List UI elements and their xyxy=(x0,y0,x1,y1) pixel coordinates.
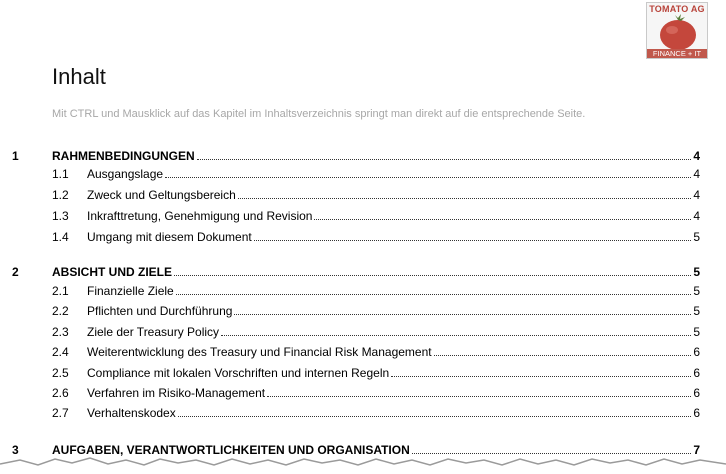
toc-page-number: 4 xyxy=(693,209,700,223)
logo-top-text: TOMATO AG xyxy=(649,4,705,14)
toc-entry-title: Umgang mit diesem Dokument xyxy=(87,230,252,244)
toc-page-number: 5 xyxy=(693,325,700,339)
toc-entry-line xyxy=(52,147,700,165)
toc-entry-number: 2.5 xyxy=(52,366,69,380)
toc-entry[interactable] xyxy=(0,147,726,165)
toc-entry[interactable] xyxy=(0,228,726,246)
toc-entry-number: 3 xyxy=(12,443,19,457)
toc-entry[interactable] xyxy=(0,207,726,225)
toc-page-number: 6 xyxy=(693,386,700,400)
toc-entry[interactable] xyxy=(0,165,726,183)
toc-entry-number: 1.2 xyxy=(52,188,69,202)
toc-entry-number: 2.6 xyxy=(52,386,69,400)
toc-entry[interactable] xyxy=(0,364,726,382)
toc-entry-title: Ziele der Treasury Policy xyxy=(87,325,220,339)
toc-entry-number: 2.1 xyxy=(52,284,69,298)
company-logo xyxy=(646,2,708,59)
toc-entry-title: Verfahren im Risiko-Management xyxy=(87,386,266,400)
toc-dot-leader xyxy=(267,395,691,397)
toc-dot-leader xyxy=(174,274,691,276)
toc-dot-leader xyxy=(434,354,692,356)
toc-dot-leader xyxy=(178,415,692,417)
toc-entry-title: ABSICHT UND ZIELE xyxy=(52,265,172,279)
toc-entry-number: 1.3 xyxy=(52,209,69,223)
toc-page-number: 5 xyxy=(693,265,700,279)
toc-entry[interactable] xyxy=(0,323,726,341)
toc-entry[interactable] xyxy=(0,404,726,422)
toc-entry-number: 1.1 xyxy=(52,167,69,181)
toc-entry-line xyxy=(87,323,700,341)
toc-entry-line xyxy=(87,302,700,320)
toc-entry-number: 2.7 xyxy=(52,406,69,420)
toc-dot-leader xyxy=(221,334,691,336)
toc-page-number: 5 xyxy=(693,284,700,298)
toc-page-number: 4 xyxy=(693,149,700,163)
toc-entry-line xyxy=(87,207,700,225)
toc-dot-leader xyxy=(176,293,692,295)
toc-entry-line xyxy=(52,263,700,281)
toc-entry-number: 2.2 xyxy=(52,304,69,318)
page-title: Inhalt xyxy=(52,64,106,89)
toc-entry[interactable] xyxy=(0,343,726,361)
toc-dot-leader xyxy=(197,158,692,160)
toc-entry-number: 1 xyxy=(12,149,19,163)
toc-entry-title: Verhaltenskodex xyxy=(87,406,176,420)
toc-entry-line xyxy=(87,384,700,402)
toc-page-number: 6 xyxy=(693,406,700,420)
toc-page-number: 5 xyxy=(693,230,700,244)
toc-entry-title: Weiterentwicklung des Treasury und Financial Risk Management xyxy=(87,345,432,359)
toc-page-number: 5 xyxy=(693,304,700,318)
tomato-icon xyxy=(658,13,698,51)
toc-page-number: 7 xyxy=(693,443,700,457)
toc-page-number: 6 xyxy=(693,345,700,359)
toc-entry-line xyxy=(87,165,700,183)
toc-entry-number: 2.4 xyxy=(52,345,69,359)
toc-entry-title: Pflichten und Durchführung xyxy=(87,304,233,318)
toc-entry-title: Compliance mit lokalen Vorschriften und internen Regeln xyxy=(87,366,390,380)
toc-entry[interactable] xyxy=(0,384,726,402)
toc-entry-title: AUFGABEN, VERANTWORTLICHKEITEN UND ORGANISATION xyxy=(52,443,410,457)
toc-page-number: 4 xyxy=(693,188,700,202)
toc-entry-number: 2.3 xyxy=(52,325,69,339)
toc-entry[interactable] xyxy=(0,302,726,320)
toc-entry[interactable] xyxy=(0,186,726,204)
toc-entry-title: Finanzielle Ziele xyxy=(87,284,174,298)
toc-entry-line xyxy=(87,343,700,361)
toc-entry-title: Zweck und Geltungsbereich xyxy=(87,188,236,202)
toc-entry-number: 2 xyxy=(12,265,19,279)
toc-entry-line xyxy=(87,186,700,204)
toc-entry-title: RAHMENBEDINGUNGEN xyxy=(52,149,195,163)
toc-entry[interactable] xyxy=(0,263,726,281)
toc-dot-leader xyxy=(314,218,691,220)
toc-entry-line xyxy=(87,228,700,246)
toc-dot-leader xyxy=(238,197,692,199)
toc-dot-leader xyxy=(234,313,691,315)
toc-dot-leader xyxy=(165,176,691,178)
logo-bottom-text: FINANCE + IT xyxy=(647,49,707,58)
toc-entry-title: Ausgangslage xyxy=(87,167,164,181)
toc-entry-number: 1.4 xyxy=(52,230,69,244)
toc-entry-title: Inkrafttretung, Genehmigung und Revision xyxy=(87,209,313,223)
toc-dot-leader xyxy=(391,375,691,377)
toc-hint: Mit CTRL und Mausklick auf das Kapitel im Inhaltsverzeichnis springt man direkt auf die entsprechende Seite. xyxy=(52,108,586,120)
toc-entry-line xyxy=(87,282,700,300)
toc-page-number: 6 xyxy=(693,366,700,380)
torn-edge xyxy=(0,450,726,474)
toc-dot-leader xyxy=(254,239,692,241)
toc-entry[interactable] xyxy=(0,282,726,300)
toc-page-number: 4 xyxy=(693,167,700,181)
toc-entry-line xyxy=(87,364,700,382)
toc-entry-line xyxy=(87,404,700,422)
